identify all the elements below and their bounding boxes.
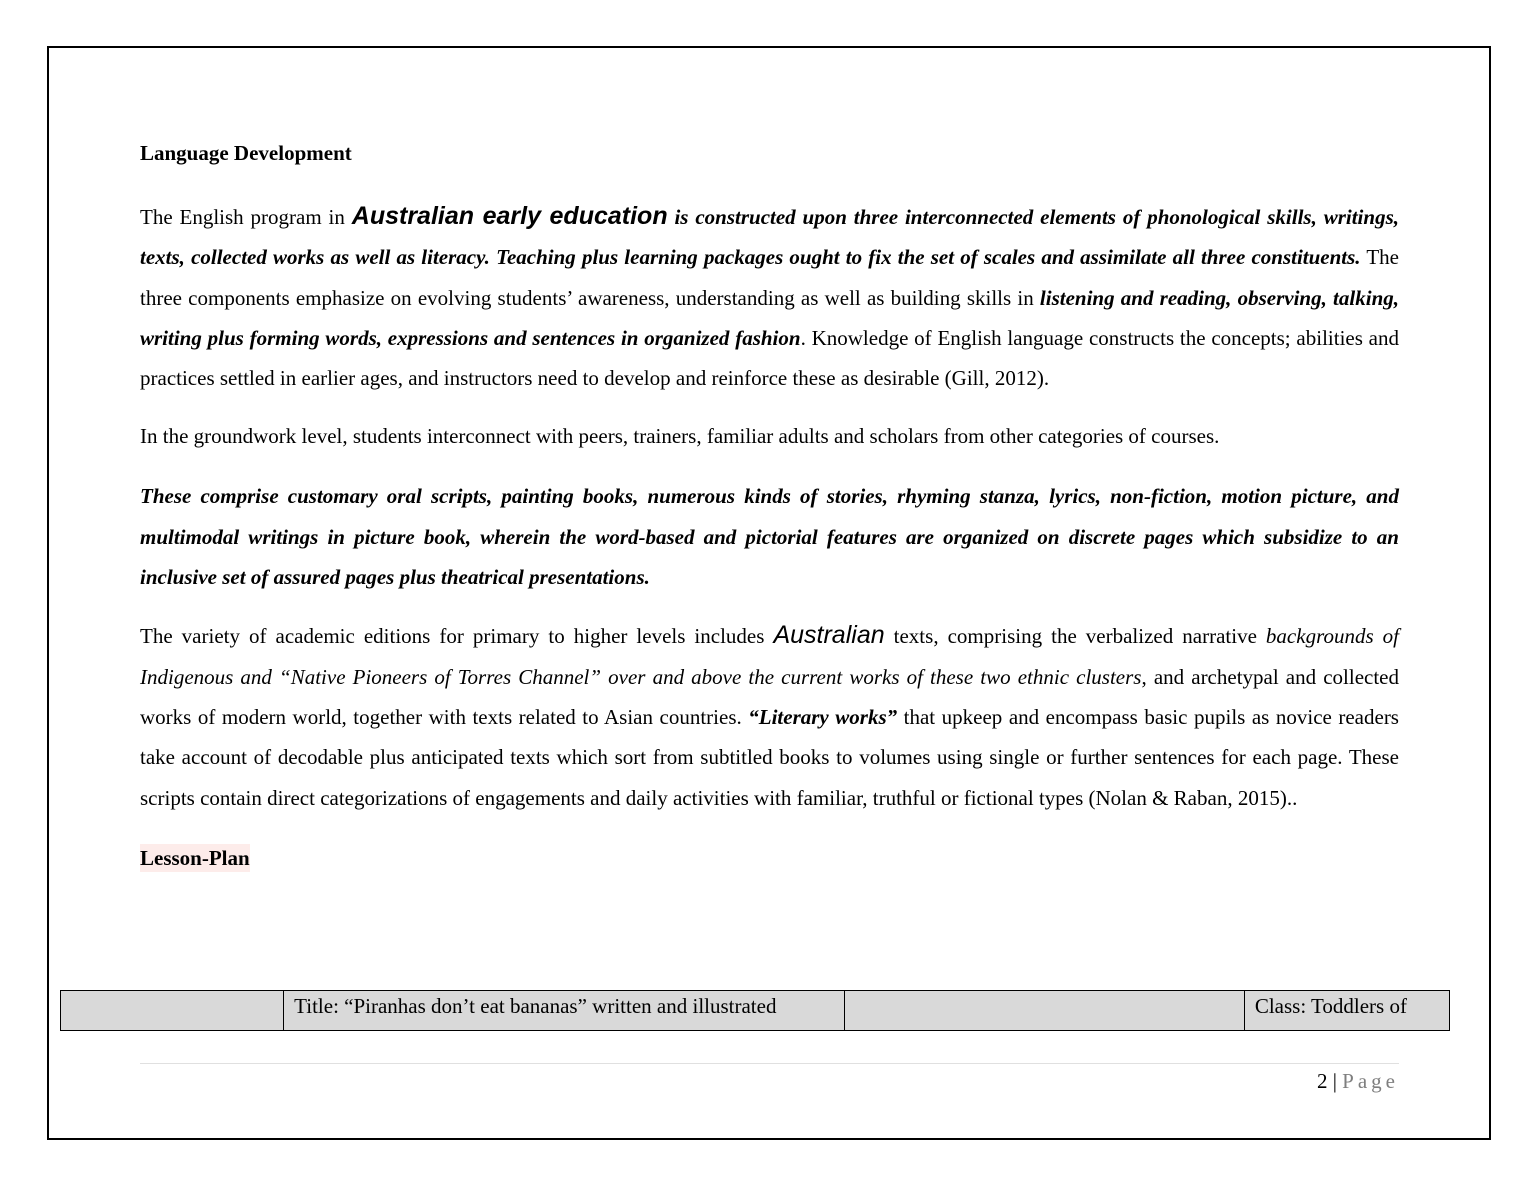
p1-text-1: The English program in <box>140 205 352 229</box>
paragraph-1 <box>140 196 1399 398</box>
p4-text-4: that upkeep and encompass basic pupils as novice readers take account of decodable plus anticipated texts which sort from subtitled books to volumes using single or further sentences for each page. These scripts contain direct categorizations of engagements and daily activities with familiar, truthful or fictional types (Nolan & Raban, 2015).. <box>140 704 1399 810</box>
p1-bold-italic-2: listening and reading, observing, talking, writing plus forming words, expressions and sentences in organized fashion <box>140 285 1399 350</box>
p1-emphasis-australian: Australian early education <box>351 202 668 230</box>
p4-text-2: texts, comprising the verbalized narrative <box>884 624 1266 649</box>
footer-divider <box>140 1063 1399 1064</box>
p4-text-3: , and archetypal and collected works of modern world, together with texts related to Asian countries. <box>140 664 1399 729</box>
lesson-plan-table <box>60 990 1450 1031</box>
table-cell <box>61 991 284 1031</box>
table-row <box>61 991 1450 1031</box>
footer-separator: | <box>1327 1069 1343 1093</box>
p4-literary-works: “Literary works” <box>748 704 898 729</box>
page-number: 2 <box>1316 1069 1328 1093</box>
document-body <box>140 136 1399 872</box>
p1-text-2: The three components emphasize on evolving students’ awareness, understanding as well as building skills in <box>140 245 1399 310</box>
section-heading: Language Development <box>140 141 352 165</box>
table-cell-title: Title: “Piranhas don’t eat bananas” written and illustrated <box>284 991 844 1031</box>
paragraph-2: In the groundwork level, students interconnect with peers, trainers, familiar adults and scholars from other categories of courses. <box>140 424 1220 449</box>
page-footer <box>140 1066 1399 1096</box>
p4-italic: backgrounds of Indigenous and “Native Pioneers of Torres Channel” over and above the current works of these two ethnic clusters <box>140 624 1399 689</box>
p1-bold-italic-1: is constructed upon three interconnected elements of phonological skills, writings, texts, collected works as well as literacy. Teaching plus learning packages ought to fix the set of scales and assimilate all three constituents. <box>140 205 1399 270</box>
lesson-plan-heading: Lesson-Plan <box>140 845 250 870</box>
p1-text-3: . Knowledge of English language constructs the concepts; abilities and practices settled in earlier ages, and instructors need to develop and reinforce these as desirable (Gill, 2012). <box>140 325 1399 391</box>
p4-emphasis-australian: Australian <box>773 621 885 650</box>
table-cell <box>844 991 1244 1031</box>
page-label: Page <box>1342 1069 1399 1093</box>
paragraph-3: These comprise customary oral scripts, painting books, numerous kinds of stories, rhyming stanza, lyrics, non-fiction, motion picture, and multimodal writings in picture book, wherein the word-based and pictorial features are organized on discrete pages which subsidize to an inclusive set of assured pages plus theatrical presentations. <box>140 484 1399 590</box>
paragraph-4 <box>140 615 1399 817</box>
p4-text-1: The variety of academic editions for primary to higher levels includes <box>140 624 774 649</box>
table-cell-class: Class: Toddlers of <box>1244 991 1449 1031</box>
